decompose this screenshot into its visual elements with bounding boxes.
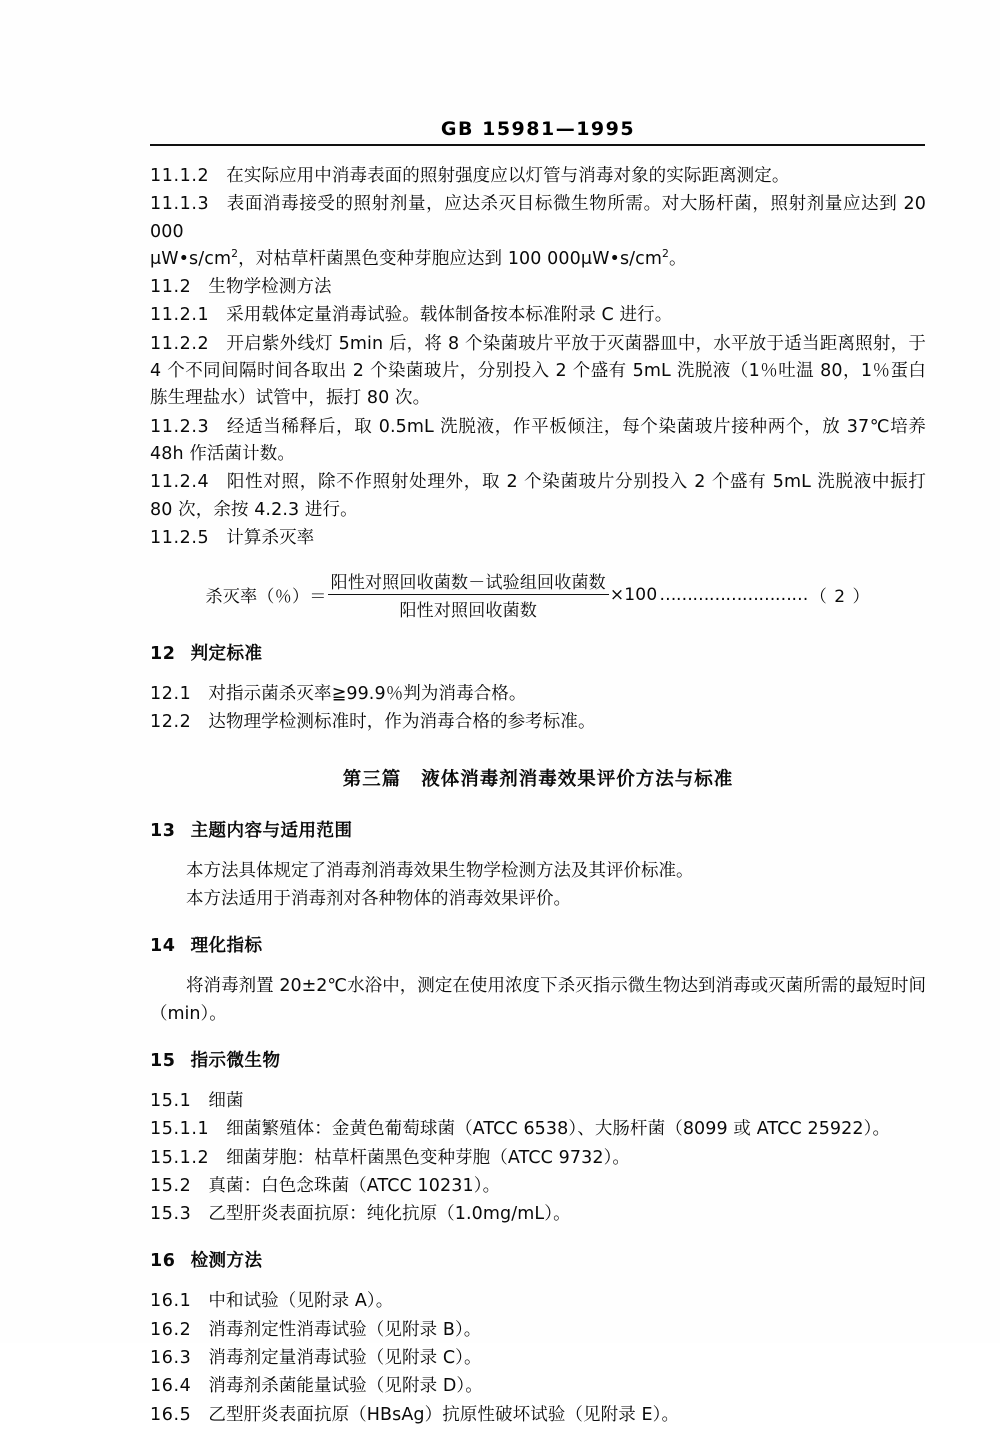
clause-11-2-3-text: 经适当稀释后，取 0.5mL 洗脱液，作平板倾注，每个染菌玻片接种两个，放 37℃培养 48h 作活菌计数。	[150, 416, 926, 464]
clause-15-1-2	[150, 1145, 926, 1172]
clause-16-2-number: 16.2	[150, 1319, 192, 1340]
section-15-title: 指示微生物	[190, 1050, 281, 1071]
clause-11-2-4-text: 阳性对照，除不作照射处理外，取 2 个染菌玻片分别投入 2 个盛有 5mL 洗脱液中振打 80 次，余按 4.2.3 进行。	[150, 472, 926, 520]
section-heading-13	[150, 817, 926, 842]
clause-16-5-number: 16.5	[150, 1404, 192, 1425]
clause-16-4	[150, 1373, 926, 1400]
section-13-title: 主题内容与适用范围	[190, 820, 353, 841]
formula-fraction	[328, 568, 609, 621]
part-three-name: 液体消毒剂消毒效果评价方法与标准	[421, 768, 734, 790]
clause-16-3-text: 消毒剂定量消毒试验（见附录 C）。	[208, 1348, 482, 1369]
clause-15-2-number: 15.2	[150, 1175, 192, 1196]
clause-15-1-1-number: 15.1.1	[150, 1119, 210, 1140]
clause-11-2-5-text: 计算杀灭率	[226, 527, 315, 548]
clause-11-1-3-text-end: 。	[669, 248, 687, 269]
clause-15-1-number: 15.1	[150, 1090, 192, 1111]
clause-11-2-5-number: 11.2.5	[150, 527, 210, 548]
clause-16-3	[150, 1345, 926, 1372]
clause-15-3	[150, 1201, 926, 1228]
clause-11-2-number: 11.2	[150, 277, 192, 298]
clause-15-1-2-text: 细菌芽胞：枯草杆菌黑色变种芽胞（ATCC 9732）。	[226, 1147, 631, 1168]
section-12-number: 12	[150, 644, 176, 665]
formula-denominator: 阳性对照回收菌数	[399, 601, 538, 622]
clause-15-2-text: 真菌：白色念珠菌（ATCC 10231）。	[208, 1175, 501, 1196]
section-16-title: 检测方法	[190, 1251, 263, 1272]
clause-11-2-1	[150, 302, 926, 329]
section-14-title: 理化指标	[190, 936, 263, 957]
formula-number-tag: （ 2 ）	[809, 587, 871, 608]
clause-12-1-number: 12.1	[150, 684, 192, 705]
clause-15-1-1	[150, 1116, 926, 1143]
clause-11-2	[150, 274, 926, 301]
clause-11-1-3-number: 11.1.3	[150, 194, 210, 215]
section-13-number: 13	[150, 820, 176, 841]
section-13-paragraph-1: 本方法具体规定了消毒剂消毒效果生物学检测方法及其评价标准。	[186, 860, 694, 881]
clause-15-1-2-number: 15.1.2	[150, 1147, 210, 1168]
clause-16-2	[150, 1317, 926, 1344]
clause-11-1-2-text: 在实际应用中消毒表面的照射强度应以灯管与消毒对象的实际距离测定。	[226, 166, 790, 186]
clause-11-2-2-number: 11.2.2	[150, 333, 210, 354]
clause-15-2	[150, 1173, 926, 1200]
clause-15-3-text: 乙型肝炎表面抗原：纯化抗原（1.0mg/mL）。	[208, 1204, 571, 1225]
clause-16-5-text: 乙型肝炎表面抗原（HBsAg）抗原性破坏试验（见附录 E）。	[208, 1404, 680, 1425]
section-heading-16	[150, 1247, 926, 1272]
part-three-label: 第三篇	[342, 768, 402, 790]
clause-12-2-number: 12.2	[150, 712, 192, 733]
clause-16-1-text: 中和试验（见附录 A）。	[208, 1291, 394, 1312]
section-16-number: 16	[150, 1251, 176, 1272]
clause-16-1-number: 16.1	[150, 1291, 192, 1312]
clause-11-2-4	[150, 469, 926, 524]
section-15-number: 15	[150, 1050, 176, 1071]
clause-16-1	[150, 1288, 926, 1315]
clause-11-1-3-text-middle: ，对枯草杆菌黑色变种芽胞应达到 100 000μW•s/cm	[238, 248, 663, 269]
clause-15-1-text: 细菌	[208, 1090, 244, 1111]
clause-16-2-text: 消毒剂定性消毒试验（见附录 B）。	[208, 1319, 482, 1340]
section-14-paragraph: 将消毒剂置 20±2℃水浴中，测定在使用浓度下杀灭指示微生物达到消毒或灭菌所需的最短时间（min）。	[150, 976, 926, 1024]
clause-11-1-3-unit-prefix: μW•s/cm	[150, 248, 232, 269]
clause-11-1-3-exponent-2: 2	[662, 247, 670, 261]
formula-leader-dots: ………………………	[659, 584, 808, 605]
clause-12-1-text: 对指示菌杀灭率≧99.9％判为消毒合格。	[208, 684, 527, 705]
section-13-paragraph-2: 本方法适用于消毒剂对各种物体的消毒效果评价。	[186, 889, 571, 910]
clause-11-1-3	[150, 191, 926, 273]
section-14-number: 14	[150, 936, 176, 957]
clause-16-4-number: 16.4	[150, 1376, 192, 1397]
clause-12-2-text: 达物理学检测标准时，作为消毒合格的参考标准。	[208, 712, 596, 733]
clause-16-4-text: 消毒剂杀菌能量试验（见附录 D）。	[208, 1376, 483, 1397]
header-divider	[150, 144, 925, 146]
section-heading-12	[150, 640, 926, 665]
clause-11-2-2	[150, 331, 926, 413]
section-heading-14	[150, 932, 926, 957]
clause-11-1-3-text-first-line: 表面消毒接受的照射剂量，应达杀灭目标微生物所需。对大肠杆菌，照射剂量应达到 20 000	[150, 194, 926, 242]
clause-15-1-1-text: 细菌繁殖体：金黄色葡萄球菌（ATCC 6538）、大肠杆菌（8099 或 ATCC 25922）。	[226, 1119, 891, 1140]
clause-11-2-3	[150, 414, 926, 469]
clause-16-5	[150, 1402, 926, 1429]
formula-multiplier: ×100	[609, 584, 658, 605]
section-heading-15	[150, 1047, 926, 1072]
clause-11-1-3-exponent-1: 2	[231, 247, 239, 261]
clause-15-3-number: 15.3	[150, 1204, 192, 1225]
formula-numerator: 阳性对照回收菌数－试验组回收菌数	[330, 573, 606, 594]
clause-16-3-number: 16.3	[150, 1348, 192, 1369]
clause-12-1	[150, 681, 926, 708]
clause-11-2-1-text: 采用载体定量消毒试验。载体制备按本标准附录 C 进行。	[226, 305, 673, 326]
clause-11-1-2-number: 11.1.2	[150, 166, 210, 186]
clause-11-2-4-number: 11.2.4	[150, 472, 210, 493]
clause-11-2-3-number: 11.2.3	[150, 416, 210, 437]
clause-12-2	[150, 709, 926, 736]
page-header-standard-code: GB 15981—1995	[440, 118, 636, 140]
clause-11-2-text: 生物学检测方法	[208, 277, 332, 298]
clause-15-1	[150, 1088, 926, 1115]
page-content	[150, 118, 926, 1430]
clause-11-1-2	[150, 163, 926, 190]
part-three-title	[150, 765, 926, 791]
formula-left-side: 杀灭率（％）＝	[205, 587, 327, 608]
section-12-title: 判定标准	[190, 644, 263, 665]
clause-11-2-5	[150, 525, 926, 552]
clause-11-2-2-text: 开启紫外线灯 5min 后，将 8 个染菌玻片平放于灭菌器皿中，水平放于适当距离照射，于 4 个不同间隔时间各取出 2 个染菌玻片，分别投入 2 个盛有 5mL 洗脱液（1％吐温 80，1％蛋白胨生理盐水）试管中，振打 80 次。	[150, 333, 926, 409]
kill-rate-formula	[150, 568, 926, 621]
clause-11-2-1-number: 11.2.1	[150, 305, 210, 326]
